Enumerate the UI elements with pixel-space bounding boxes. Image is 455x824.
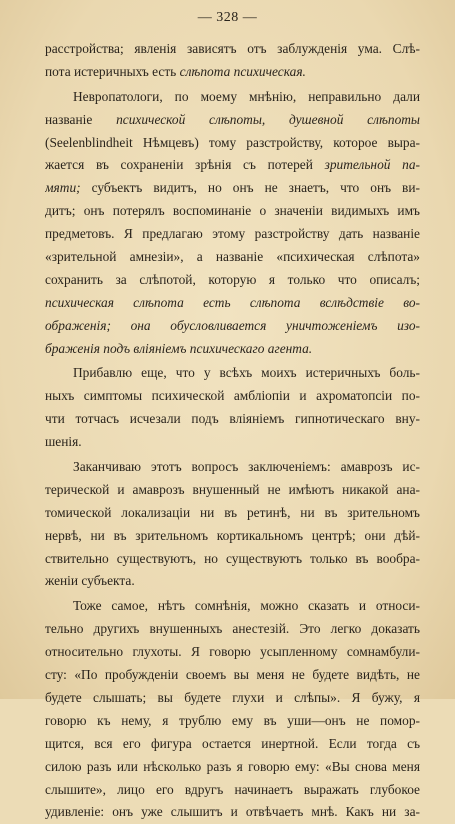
text-run: дитъ; онъ потерялъ воспоминаніе о значеніи видимыхъ имъ: [45, 203, 420, 219]
page-number: — 328 —: [197, 10, 258, 25]
text-run: томической локализаціи ни въ ретинѣ, ни въ зрительномъ: [45, 504, 420, 520]
text-run: женіи субъекта.: [45, 573, 135, 589]
text-line: [45, 200, 420, 223]
text-run: пота истеричныхъ есть: [45, 63, 180, 79]
text-line: [45, 525, 420, 548]
text-line: [45, 687, 420, 710]
text-run: сту: «По пробужденіи своемъ вы меня не будете видѣть, не: [45, 667, 420, 683]
text-run: слышите», лицо его вдругъ начинаетъ выражать глубокое: [45, 781, 420, 797]
text-run: расстройства; явленія зависятъ отъ заблужденія ума. Слѣ-: [45, 41, 420, 56]
text-run: ствительно существуютъ, но существуютъ только въ вообра-: [45, 550, 420, 566]
text-run: Тоже самое, нѣтъ сомнѣнія, можно сказать и относи-: [73, 598, 420, 614]
italic-text: зрительной па-: [324, 157, 420, 173]
text-run: шенія.: [45, 434, 82, 450]
text-line: [45, 548, 420, 571]
text-run: ныхъ симптомы психической амбліопіи и ахроматопсіи по-: [45, 388, 420, 404]
italic-text: браженія подъ вліяніемъ психическаго агента.: [45, 340, 313, 356]
body-text: [45, 38, 420, 824]
text-line: [45, 246, 420, 269]
text-line: [45, 177, 420, 200]
text-run: названіе: [45, 111, 117, 127]
text-line: [45, 269, 420, 292]
text-run: будете слышать; вы будете глухи и слѣпы». Я бужу, я: [45, 689, 420, 705]
text-run: щится, вся его фигура остается инертной. Если тогда съ: [45, 735, 420, 751]
text-run: предметовъ. Я предлагаю этому разстройству дать названіе: [45, 226, 420, 242]
text-line: [45, 338, 420, 361]
text-line: [45, 710, 420, 733]
text-line: [45, 223, 420, 246]
text-line: [45, 479, 420, 502]
text-line: [45, 109, 420, 132]
text-line: [45, 38, 420, 61]
text-line: [45, 641, 420, 664]
text-run: нервѣ, ни въ зрительномъ кортикальномъ центрѣ; они дѣй-: [45, 527, 420, 543]
text-line: [45, 664, 420, 687]
text-line: [45, 315, 420, 338]
text-line: [45, 595, 420, 618]
text-line: [45, 362, 420, 385]
italic-text: психической слѣпоты, душевной слѣпоты: [116, 111, 420, 127]
paragraph: [45, 362, 420, 454]
text-line: [45, 385, 420, 408]
text-line: [45, 86, 420, 109]
text-line: [45, 733, 420, 756]
italic-text: психическая слѣпота есть слѣпота вслѣдствіе во-: [45, 294, 420, 310]
text-run: тельно другихъ внушенныхъ анестезій. Это легко доказать: [45, 621, 420, 637]
text-line: [45, 132, 420, 155]
text-line: [45, 801, 420, 824]
text-run: жается въ сохраненіи зрѣнія съ потерей: [45, 157, 325, 173]
text-line: [45, 502, 420, 525]
text-run: удивленіе: онъ уже слышитъ и отвѣчаетъ мнѣ. Какъ ни за-: [45, 804, 420, 820]
text-line: [45, 779, 420, 802]
italic-text: мяти;: [45, 180, 81, 196]
italic-text: слѣпота психическая.: [179, 63, 306, 79]
text-run: силою разъ или нѣсколько разъ я говорю ему: «Вы снова меня: [45, 758, 420, 774]
text-line: [45, 456, 420, 479]
paragraph: [45, 86, 420, 361]
text-run: Заканчиваю этотъ вопросъ заключеніемъ: амаврозъ ис-: [73, 459, 420, 475]
text-run: говорю къ нему, я трублю ему въ уши—онъ не помор-: [45, 712, 420, 728]
text-line: [45, 154, 420, 177]
paragraph: [45, 38, 420, 84]
text-run: (Seelenblindheit Нѣмцевъ) тому разстройству, которое выра-: [45, 134, 420, 150]
text-run: «зрительной амнезіи», а названіе «психическая слѣпота»: [45, 249, 420, 265]
text-line: [45, 61, 420, 84]
paragraph: [45, 456, 420, 593]
text-run: Прибавлю еще, что у всѣхъ моихъ истеричныхъ боль-: [73, 365, 420, 381]
text-line: [45, 292, 420, 315]
text-line: [45, 570, 420, 593]
text-run: Невропатологи, по моему мнѣнію, неправильно дали: [73, 88, 420, 104]
italic-text: ображенія; она обусловливается уничтоженіемъ изо-: [45, 317, 420, 333]
text-line: [45, 431, 420, 454]
text-line: [45, 618, 420, 641]
text-run: относительно глухоты. Я говорю усыпленному сомнамбули-: [45, 644, 420, 660]
text-run: терической и амаврозъ внушенный не имѣютъ никакой ана-: [45, 481, 420, 497]
text-run: субъектъ видитъ, но онъ не знаетъ, что онъ ви-: [80, 180, 420, 196]
text-line: [45, 756, 420, 779]
paragraph: [45, 595, 420, 824]
text-run: сохранить за слѣпотой, которую я только что описалъ;: [45, 271, 420, 287]
text-run: чти тотчасъ исчезали подъ вліяніемъ гипнотическаго вну-: [45, 411, 420, 427]
text-line: [45, 408, 420, 431]
